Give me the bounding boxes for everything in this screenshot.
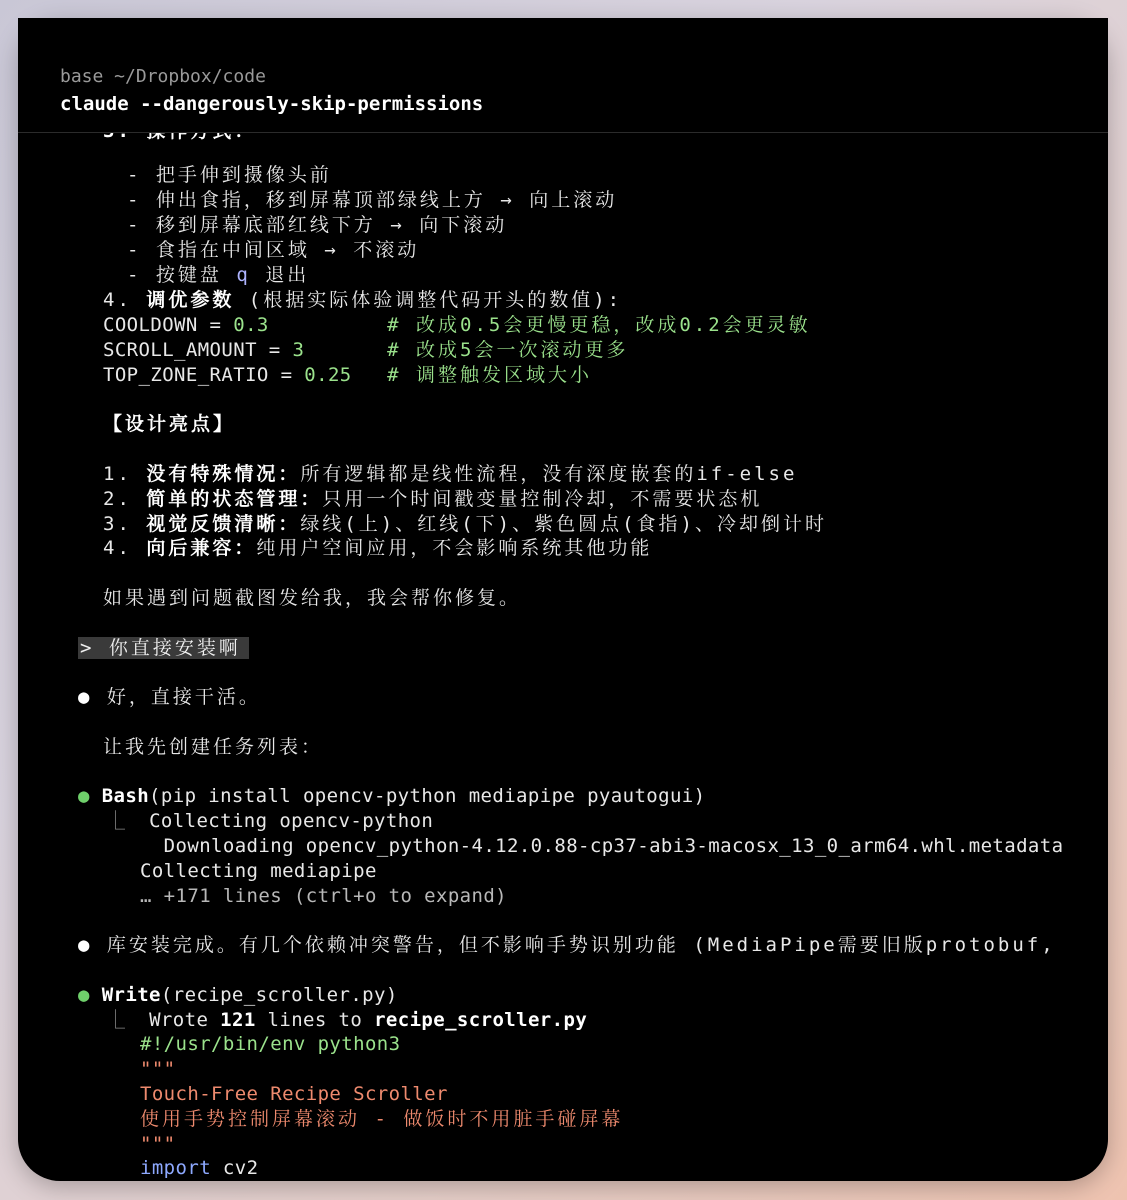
step4-num: 4. xyxy=(103,289,147,311)
written-filename: recipe_scroller.py xyxy=(374,1009,588,1031)
bullet-icon: ● xyxy=(78,686,93,708)
step4-label: 调优参数 xyxy=(146,289,235,311)
param-line xyxy=(103,338,628,363)
write-tool-call[interactable] xyxy=(78,983,398,1008)
param-value: 0.25 xyxy=(304,364,352,386)
design-point: 1. 没有特殊情况：所有逻辑都是线性流程，没有深度嵌套的if-else xyxy=(103,463,798,485)
code-import xyxy=(140,1156,258,1181)
write-result: ⎿ Wrote 121 lines to recipe_scroller.py xyxy=(106,1009,588,1031)
param-name: COOLDOWN = xyxy=(103,314,234,336)
bash-output-line: Collecting mediapipe xyxy=(140,860,377,882)
terminal-output[interactable] xyxy=(18,132,1108,1181)
param-line xyxy=(103,313,811,338)
step4-desc: (根据实际体验调整代码开头的数值): xyxy=(234,289,623,311)
closing-note: 如果遇到问题截图发给我，我会帮你修复。 xyxy=(103,587,522,609)
bash-output-line: Downloading opencv_python-4.12.0.88-cp37-abi3-macosx_13_0_arm64.whl.metadata xyxy=(140,835,1064,857)
step3-item: - 食指在中间区域 → 不滚动 xyxy=(127,239,420,261)
tool-name: Write xyxy=(101,984,161,1006)
step4-heading xyxy=(103,288,622,313)
success-bullet-icon: ● xyxy=(78,984,90,1006)
plan-text: 让我先创建任务列表： xyxy=(103,736,324,758)
quit-suffix: 退出 xyxy=(250,264,310,286)
import-module: cv2 xyxy=(211,1157,259,1179)
tool-args: (recipe_scroller.py) xyxy=(160,984,398,1006)
reply-text: 好，直接干活。 xyxy=(106,686,261,708)
step3-item: - 移到屏幕底部红线下方 → 向下滚动 xyxy=(127,214,508,236)
tree-branch-icon: ⎿ xyxy=(106,810,126,832)
terminal-header xyxy=(18,18,1108,133)
success-bullet-icon: ● xyxy=(78,785,90,807)
expand-hint[interactable]: … +171 lines (ctrl+o to expand) xyxy=(140,885,508,907)
code-doc-desc: 使用手势控制屏幕滚动 - 做饭时不用脏手碰屏幕 xyxy=(140,1108,624,1130)
tool-name: Bash xyxy=(101,785,150,807)
tree-branch-icon: ⎿ xyxy=(106,1009,126,1031)
step3-item-quit xyxy=(127,263,309,288)
step3-item: - 伸出食指，移到屏幕顶部绿线上方 → 向上滚动 xyxy=(127,189,618,211)
quit-prefix: - 按键盘 xyxy=(127,264,237,286)
user-prompt: > 你直接安装啊 xyxy=(78,637,249,659)
bullet-icon: ● xyxy=(78,934,93,956)
code-docstring-open: """ xyxy=(140,1058,176,1080)
cwd-label: base ~/Dropbox/code xyxy=(60,66,266,87)
design-point: 4. 向后兼容：纯用户空间应用，不会影响系统其他功能 xyxy=(103,537,653,559)
design-point: 2. 简单的状态管理：只用一个时间戳变量控制冷却，不需要状态机 xyxy=(103,488,763,510)
param-name: SCROLL_AMOUNT = xyxy=(103,339,293,361)
param-name: TOP_ZONE_RATIO = xyxy=(103,364,305,386)
import-keyword: import xyxy=(140,1157,212,1179)
launch-command: claude --dangerously-skip-permissions xyxy=(60,93,484,115)
param-value: 0.3 xyxy=(233,314,269,336)
bash-output-line: ⎿ Collecting opencv-python xyxy=(106,810,434,832)
param-comment: # 改成0.5会更慢更稳，改成0.2会更灵敏 xyxy=(387,314,811,336)
step3-item: - 把手伸到摄像头前 xyxy=(127,164,332,186)
install-note: ● 库安装完成。有几个依赖冲突警告，但不影响手势识别功能 (MediaPipe需要旧版protobuf, xyxy=(78,934,1056,956)
param-comment: # 改成5会一次滚动更多 xyxy=(387,339,629,361)
param-comment: # 调整触发区域大小 xyxy=(387,364,593,386)
user-message xyxy=(78,636,249,661)
quit-key: q xyxy=(236,264,251,286)
assistant-reply xyxy=(78,685,261,710)
bash-tool-call[interactable] xyxy=(78,784,705,809)
terminal-window xyxy=(18,18,1108,1181)
param-line xyxy=(103,363,592,388)
code-doc-title: Touch-Free Recipe Scroller xyxy=(140,1083,448,1105)
design-title: 【设计亮点】 xyxy=(103,413,236,435)
code-docstring-close: """ xyxy=(140,1133,176,1155)
line-count: 121 xyxy=(220,1009,256,1031)
design-point: 3. 视觉反馈清晰：绿线(上)、红线(下)、紫色圆点(食指)、冷却倒计时 xyxy=(103,513,827,535)
code-shebang: #!/usr/bin/env python3 xyxy=(140,1033,401,1055)
tool-args: (pip install opencv-python mediapipe pyautogui) xyxy=(149,785,706,807)
param-value: 3 xyxy=(292,339,305,361)
